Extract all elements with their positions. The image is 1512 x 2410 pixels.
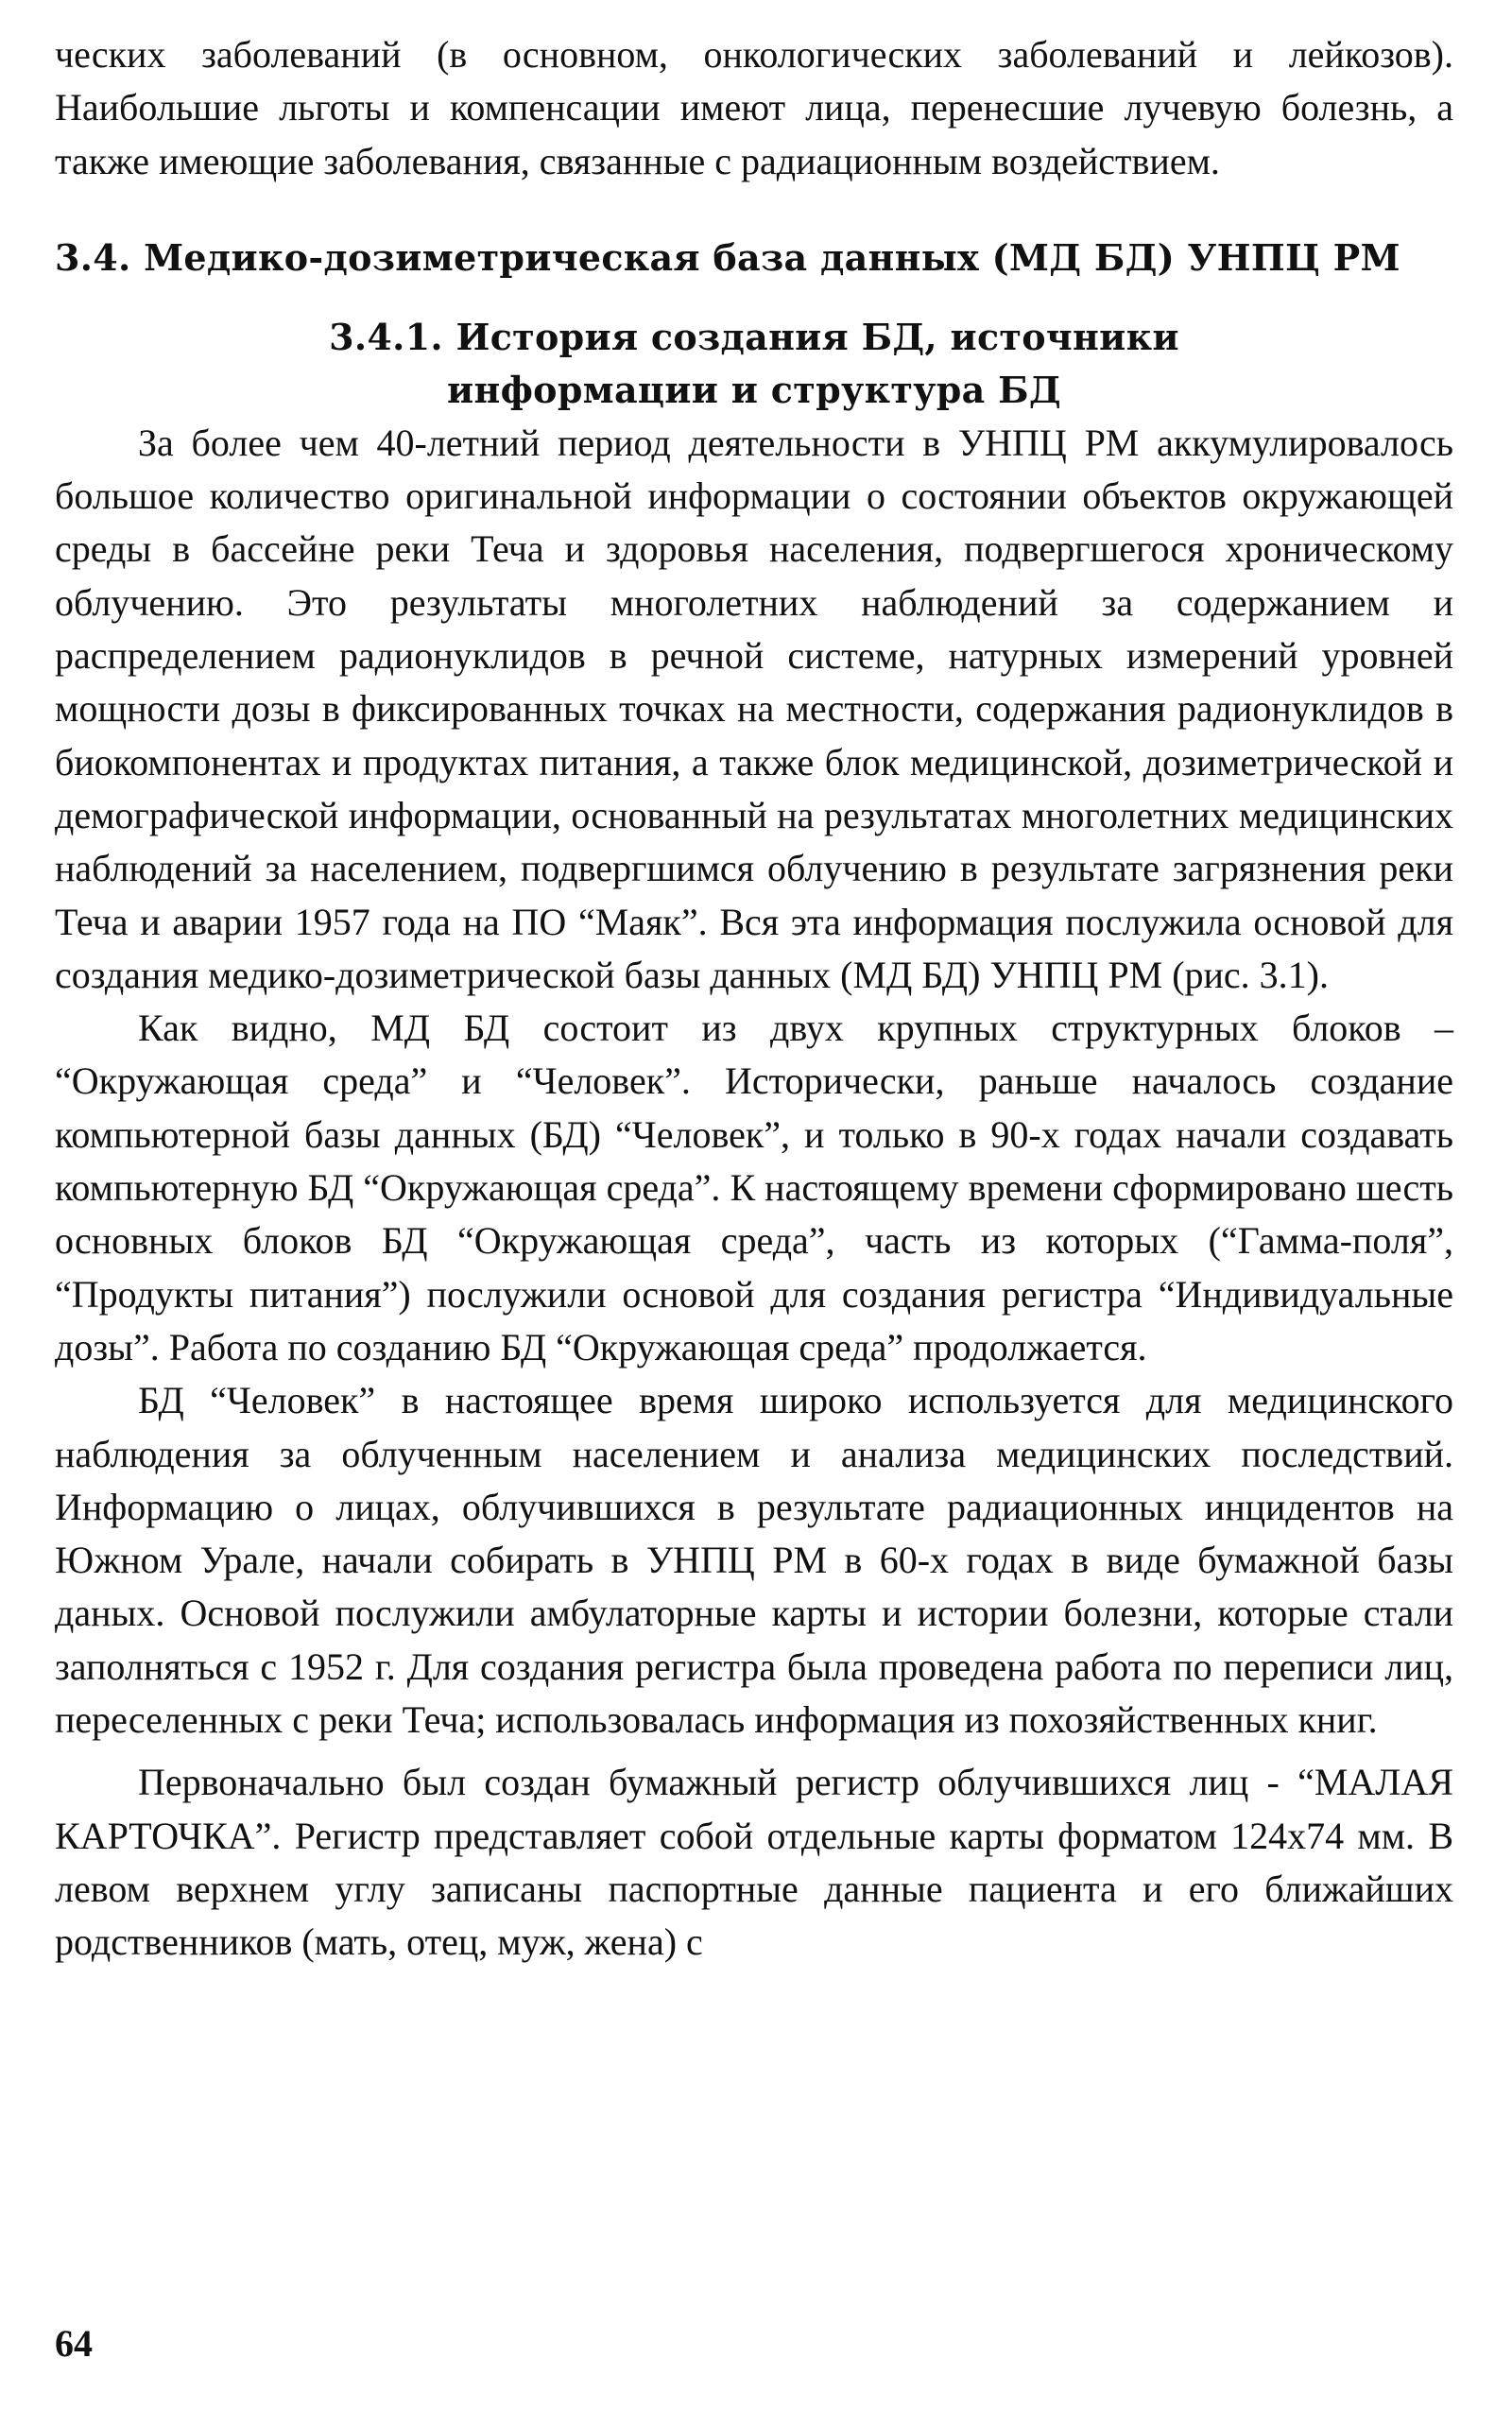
document-page [55, 28, 1453, 1970]
page-number: 64 [55, 2322, 93, 2365]
intro-paragraph: ческих заболеваний (в основном, онкологических заболеваний и лейкозов). Наибольшие льготы и компенсации имеют лица, перенесшие лучевую болезнь, а также имеющие заболевания, связанные с радиационным воздействием. [55, 33, 1453, 182]
section-heading: 3.4. Медико-дозиметрическая база данных (МД БД) УНПЦ РМ [55, 235, 1400, 279]
subsection-heading [55, 311, 1453, 417]
body-paragraph: Первоначально был создан бумажный регистр облучившихся лиц - “МАЛАЯ КАРТОЧКА”. Регистр представляет собой отдельные карты форматом 124x74 мм. В левом верхнем углу записаны паспортные данные пациента и его ближайших родственников (мать, отец, муж, жена) с [55, 1761, 1453, 1964]
subsection-heading-line-2: информации и структура БД [447, 368, 1061, 411]
body-paragraph: Как видно, МД БД состоит из двух крупных структурных блоков – “Окружающая среда” и “Человек”. Исторически, раньше началось создание компьютерной базы данных (БД) “Человек”, и только в 90-х годах начали создавать компьютерную БД “Окружающая среда”. К настоящему времени сформировано шесть основных блоков БД “Окружающая среда”, часть из которых (“Гамма-поля”, “Продукты питания”) послужили основой для создания регистра “Индивидуальные дозы”. Работа по созданию БД “Окружающая среда” продолжается. [55, 1007, 1453, 1369]
subsection-heading-line-1: 3.4.1. История создания БД, источники [329, 315, 1179, 358]
body-paragraph: За более чем 40-летний период деятельности в УНПЦ РМ аккумулировалось большое количество оригинальной информации о состоянии объектов окружающей среды в бассейне реки Теча и здоровья населения, подвергшегося хроническому облучению. Это результаты многолетних наблюдений за содержанием и распределением радионуклидов в речной системе, натурных измерений уровней мощности дозы в фиксированных точках на местности, содержания радионуклидов в биокомпонентах и продуктах питания, а также блок медицинской, дозиметрической и демографической информации, основанный на результатах многолетних медицинских наблюдений за населением, подвергшимся облучению в результате загрязнения реки Теча и аварии 1957 года на ПО “Маяк”. Вся эта информация послужила основой для создания медико-дозиметрической базы данных (МД БД) УНПЦ РМ (рис. 3.1). [55, 421, 1453, 996]
body-paragraph: БД “Человек” в настоящее время широко используется для медицинского наблюдения за облученным населением и анализа медицинских последствий. Информацию о лицах, облучившихся в результате радиационных инцидентов на Южном Урале, начали собирать в УНПЦ РМ в 60-х годах в виде бумажной базы даных. Основой послужили амбулаторные карты и истории болезни, которые стали заполняться с 1952 г. Для создания регистра была проведена работа по переписи лиц, переселенных с реки Теча; использовалась информация из похозяйственных книг. [55, 1379, 1453, 1742]
